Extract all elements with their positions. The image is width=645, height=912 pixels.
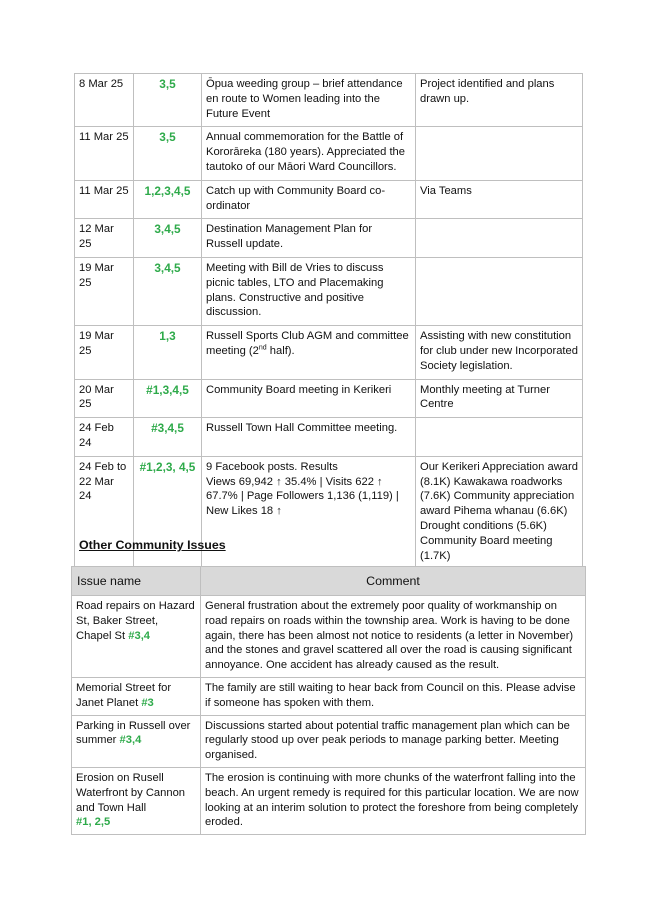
outcome-tag: #3,4	[128, 629, 151, 642]
description-cell: Ōpua weeding group – brief attendance en route to Women leading into the Future Event	[202, 74, 416, 127]
issue-name-cell	[72, 767, 201, 834]
outcome-code-cell: 3,5	[134, 127, 202, 180]
outcome-tag: #3	[141, 696, 154, 709]
issue-name: Road repairs on Hazard St, Baker Street, Chapel St	[76, 600, 195, 642]
column-header-issue-name: Issue name	[72, 567, 201, 596]
date-cell: 11 Mar 25	[75, 127, 134, 180]
date-cell: 8 Mar 25	[75, 74, 134, 127]
table-row	[75, 257, 583, 325]
description-cell: Meeting with Bill de Vries to discuss picnic tables, LTO and Placemaking plans. Constructive and positive discussion.	[202, 257, 416, 325]
ordinal-suffix: nd	[258, 344, 267, 352]
date-start: 24 Feb to	[79, 460, 127, 473]
outcome-code-cell: #1,3,4,5	[134, 379, 202, 418]
date-cell: 12 Mar 25	[75, 219, 134, 258]
description-cell: Community Board meeting in Kerikeri	[202, 379, 416, 418]
table-row	[75, 74, 583, 127]
note-cell: Our Kerikeri Appreciation award (8.1K) Kawakawa roadworks (7.6K) Community appreciation award Pihema whanau (6.6K) Drought conditions (5.6K) Community Board meeting (1.7K)	[416, 456, 583, 569]
outcome-code-cell: 3,4,5	[134, 219, 202, 258]
note-cell	[416, 219, 583, 258]
table-header-row	[72, 567, 586, 596]
description-title: 9 Facebook posts. Results	[206, 460, 338, 473]
date-cell: 24 Feb 24	[75, 418, 134, 457]
table-row	[72, 767, 586, 834]
description-text: Russell Sports Club AGM and committee meeting (2	[206, 330, 409, 357]
column-header-comment: Comment	[201, 567, 586, 596]
comment-cell: The erosion is continuing with more chunks of the waterfront falling into the beach. An urgent remedy is required for this particular location. We are now looking at an interim solution to protect the foreshore from being completely eroded.	[201, 767, 586, 834]
issues-table	[71, 566, 586, 835]
table-row	[75, 180, 583, 219]
date-cell: 20 Mar 25	[75, 379, 134, 418]
description-stats: Views 69,942 ↑ 35.4% | Visits 622 ↑ 67.7% | Page Followers 1,136 (1,119) | New Likes 18 ↑	[206, 475, 399, 518]
note-cell	[416, 127, 583, 180]
outcome-code-cell: 3,5	[134, 74, 202, 127]
description-cell	[202, 326, 416, 379]
description-text-end: half).	[266, 344, 295, 357]
table-row	[75, 418, 583, 457]
table-row	[72, 596, 586, 678]
issue-name: Memorial Street for Janet Planet	[76, 681, 172, 709]
description-cell: Annual commemoration for the Battle of Kororāreka (180 years). Appreciated the tautoko of our Māori Ward Councillors.	[202, 127, 416, 180]
comment-cell: Discussions started about potential traffic management plan which can be regularly stood up over peak periods to manage parking better. Meeting organised.	[201, 715, 586, 767]
date-end: 22 Mar 24	[79, 475, 114, 503]
outcome-code-cell: 3,4,5	[134, 257, 202, 325]
description-cell: Catch up with Community Board co-ordinator	[202, 180, 416, 219]
outcome-tag: #3,4	[119, 734, 142, 747]
note-cell: Monthly meeting at Turner Centre	[416, 379, 583, 418]
activity-table	[74, 73, 583, 569]
table-row	[72, 715, 586, 767]
note-cell	[416, 418, 583, 457]
outcome-code-cell: #1,2,3, 4,5	[134, 456, 202, 569]
note-cell: Project identified and plans drawn up.	[416, 74, 583, 127]
issue-name-cell	[72, 596, 201, 678]
comment-cell: The family are still waiting to hear back from Council on this. Please advise if someone has spoken with them.	[201, 677, 586, 715]
outcome-code-cell: 1,3	[134, 326, 202, 379]
description-cell: Destination Management Plan for Russell update.	[202, 219, 416, 258]
description-cell	[202, 456, 416, 569]
table-row	[72, 677, 586, 715]
issue-name: Parking in Russell over summer	[76, 719, 191, 747]
date-cell: 11 Mar 25	[75, 180, 134, 219]
note-cell: Assisting with new constitution for club under new Incorporated Society legislation.	[416, 326, 583, 379]
note-cell	[416, 257, 583, 325]
outcome-code-cell: 1,2,3,4,5	[134, 180, 202, 219]
issue-name-cell	[72, 715, 201, 767]
table-row	[75, 379, 583, 418]
outcome-tag: #1, 2,5	[76, 816, 111, 829]
table-row	[75, 219, 583, 258]
section-heading: Other Community Issues	[79, 538, 226, 552]
description-cell: Russell Town Hall Committee meeting.	[202, 418, 416, 457]
issue-name: Erosion on Rusell Waterfront by Cannon and Town Hall	[76, 771, 186, 814]
note-cell: Via Teams	[416, 180, 583, 219]
date-cell: 19 Mar 25	[75, 257, 134, 325]
outcome-code-cell: #3,4,5	[134, 418, 202, 457]
date-cell: 19 Mar 25	[75, 326, 134, 379]
issue-name-cell	[72, 677, 201, 715]
comment-cell: General frustration about the extremely poor quality of workmanship on road repairs on roads within the township area. Work is having to be done again, there has been almost not notice to residents (a letter in November) and the stones and gravel scattered all over the road is causing significant annoyance. One accident has already caused as the result.	[201, 596, 586, 678]
table-row	[75, 326, 583, 379]
table-row	[75, 127, 583, 180]
